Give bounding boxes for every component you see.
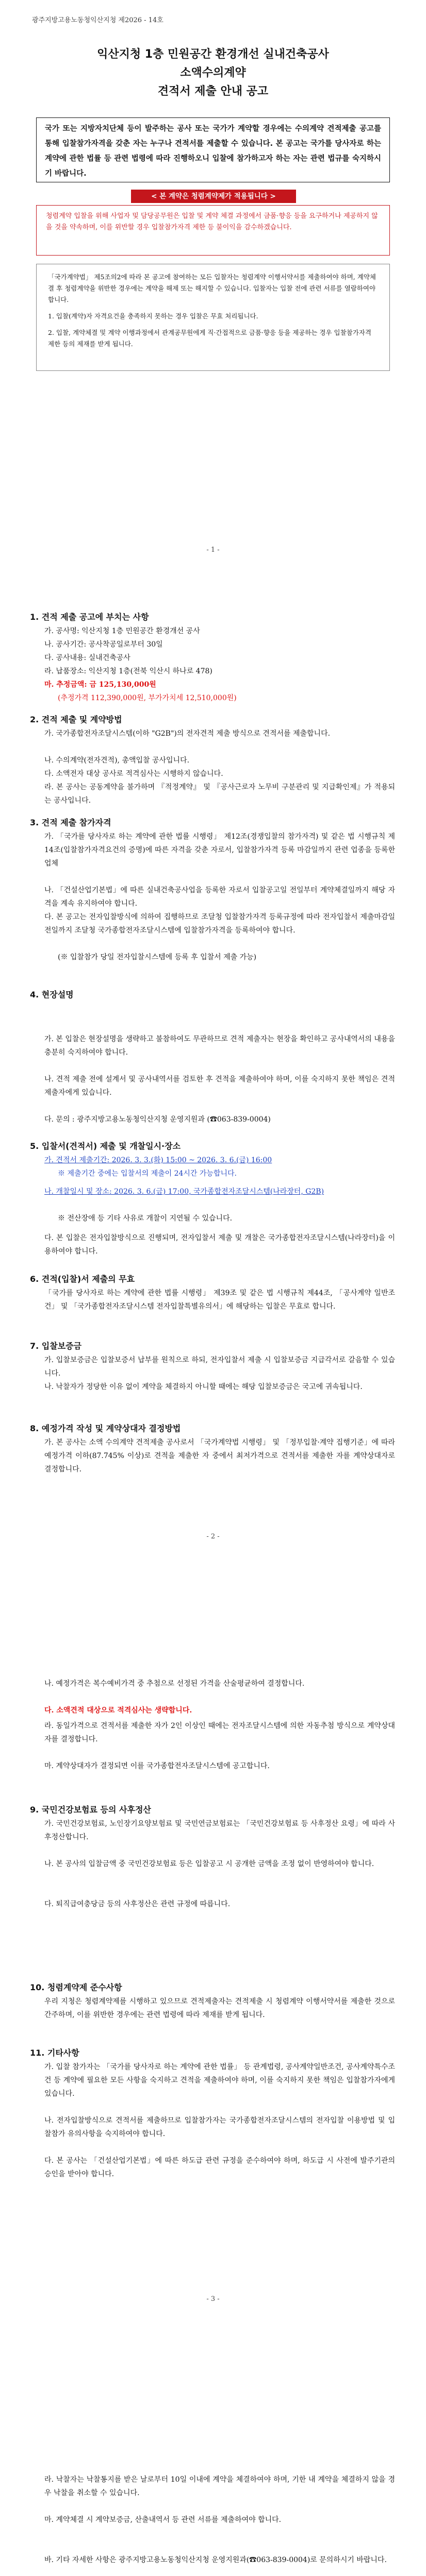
title-line-3: 견적서 제출 안내 공고 bbox=[157, 85, 269, 98]
section-item: 다. 소액전자 대상 공사로 적격심사는 시행하지 않습니다. bbox=[44, 770, 223, 778]
section-item: 나. 낙찰자가 정당한 이유 없이 계약을 체결하지 아니할 때에는 해당 입찰보증금은 국고에 귀속됩니다. bbox=[44, 1383, 363, 1391]
section-title: 8. 예정가격 작성 및 계약상대자 결정방법 bbox=[30, 1423, 181, 1433]
section-note: (※ 입찰참가 당일 전자입찰시스템에 등록 후 입찰서 제출 가능) bbox=[58, 953, 257, 961]
section-item: 라. 동일가격으로 견적서를 제출한 자가 2인 이상인 때에는 전자조달시스템에 의한 자동추첨 방식으로 계약상대자를 결정합니다. bbox=[44, 1722, 395, 1743]
section-item: 라. 본 공사는 공동계약을 불가하며 『적정계약』 및 『공사근로자 노무비 구분관리 및 지급확인제』가 적용되는 공사입니다. bbox=[44, 783, 395, 805]
submission-period: 가. 견적서 제출기간: 2026. 3. 3.(화) 15:00 ~ 2026. 3. 6.(금) 16:00 bbox=[44, 1156, 272, 1164]
section-item: 가. 공사명: 익산지청 1층 민원공간 환경개선 공사 bbox=[44, 627, 200, 635]
integrity-terms-box bbox=[36, 264, 390, 371]
section-item: 가. 「국가를 당사자로 하는 계약에 관한 법률 시행령」 제12조(경쟁입찰의 참가자격) 및 같은 법 시행규칙 제14조(입찰참가자격요건의 증명)에 따른 자격을 갖춘 자로서, 입찰참가자격 등록 마감일까지 관련 업종을 등록한 업체 bbox=[44, 833, 395, 868]
page-number-1: - 1 - bbox=[206, 546, 220, 554]
integrity-terms-item-2: 2. 입찰, 계약체결 및 계약 이행과정에서 관계공무원에게 직·간접적으로 금품·향응 등을 제공하는 경우 입찰참가자격 제한 등의 제재를 받게 됩니다. bbox=[48, 329, 371, 348]
section-item: 다. 퇴직급여충당금 등의 사후정산은 관련 규정에 따릅니다. bbox=[44, 1900, 231, 1908]
section-title: 4. 현장설명 bbox=[30, 990, 74, 999]
section-item: 라. 낙찰자는 낙찰통지를 받은 날로부터 10일 이내에 계약을 체결하여야 하며, 기한 내 계약을 체결하지 않을 경우 낙찰을 취소할 수 있습니다. bbox=[44, 2476, 395, 2497]
notice-box: 국가 또는 지방자치단체 등이 발주하는 공사 또는 국가가 계약할 경우에는 수의계약 견적제출 공고를 통해 입찰참가자격을 갖춘 자는 누구나 견적서를 제출할 수 있습니다. 본 공고는 국가를 당사자로 하는 계약에 관한 법률 등 관련 법령에 따라 진행하오니 입찰에 참가하고자 하는 자는 관련 법규를 숙지하시기 바랍니다. bbox=[36, 117, 390, 182]
section-item: 나. 「건설산업기본법」에 따른 실내건축공사업을 등록한 자로서 입찰공고일 전일부터 계약체결일까지 해당 자격을 계속 유지하여야 합니다. bbox=[44, 886, 395, 908]
section-title: 2. 견적 제출 및 계약방법 bbox=[30, 715, 122, 724]
section-item-text: 다. 소액견적 대상으로 적격심사는 생략합니다. bbox=[44, 1706, 192, 1715]
section-item: 가. 본 입찰은 현장설명을 생략하고 불참하여도 무관하므로 견적 제출자는 현장을 확인하고 공사내역서의 내용을 충분히 숙지하여야 합니다. bbox=[44, 1035, 395, 1057]
section-item: 가. 국가종합전자조달시스템(이하 "G2B")의 전자견적 제출 방식으로 견적서를 제출합니다. bbox=[44, 730, 331, 738]
integrity-terms-item-1: 1. 입찰(계약)자 자격요건을 충족하지 못하는 경우 입찰은 무효 처리됩니다. bbox=[48, 312, 258, 320]
section-item: 「국가를 당사자로 하는 계약에 관한 법률 시행령」 제39조 및 같은 법 시행규칙 제44조, 「공사계약 일반조건」 및 「국가종합전자조달시스템 전자입찰특별유의서」에 해당하는 입찰은 무효로 합니다. bbox=[44, 1289, 395, 1311]
section-item: 다. 본 공고는 전자입찰방식에 의하여 집행하므로 조달청 입찰참가자격 등록규정에 따라 전자입찰서 제출마감일 전일까지 조달청 국가종합전자조달시스템에 입찰참가자격을 등록하여야 합니다. bbox=[44, 913, 395, 935]
section-item: 가. 입찰보증금은 입찰보증서 납부를 원칙으로 하되, 전자입찰서 제출 시 입찰보증금 지급각서로 갈음할 수 있습니다. bbox=[44, 1356, 395, 1378]
section-item: 마. 계약체결 시 계약보증금, 산출내역서 등 관련 서류를 제출하여야 합니다. bbox=[44, 2516, 282, 2524]
section-item: 나. 수의계약(전자견적), 총액입찰 공사입니다. bbox=[44, 756, 190, 765]
section-note: ※ 제출기간 중에는 입찰서의 제출이 24시간 가능합니다. bbox=[58, 1170, 237, 1178]
integrity-terms-paragraph: 「국가계약법」 제5조의2에 따라 본 공고에 참여하는 모든 입찰자는 청렴계약 이행서약서를 제출하여야 하며, 계약체결 후 청렴계약을 위반한 경우에는 계약을 해제 또는 해지할 수 있습니다. 입찰자는 입찰 전에 관련 서류를 열람하여야 합니다. bbox=[48, 273, 376, 303]
document-number: 광주지방고용노동청익산지청 제2026 - 14호 bbox=[32, 16, 163, 24]
page-number-3: - 3 - bbox=[206, 2295, 220, 2303]
section-note: ※ 전산장애 등 기타 사유로 개찰이 지연될 수 있습니다. bbox=[58, 1214, 233, 1223]
title-line-2: 소액수의계약 bbox=[180, 66, 246, 79]
section-item: 다. 본 입찰은 전자입찰방식으로 진행되며, 전자입찰서 제출 및 개찰은 국가종합전자조달시스템(나라장터)을 이용하여야 합니다. bbox=[44, 1234, 395, 1256]
section-item: 나. 예정가격은 복수예비가격 중 추첨으로 선정된 가격을 산술평균하여 결정합니다. bbox=[44, 1680, 305, 1688]
section-item: 다. 문의 : 광주지방고용노동청익산지청 운영지원과 (☎063-839-0004) bbox=[44, 1115, 271, 1124]
section-item: 다. 공사내용: 실내건축공사 bbox=[44, 654, 130, 662]
section-item: 라. 납품장소: 익산지청 1층(전북 익산시 하나로 478) bbox=[44, 667, 212, 675]
section-title: 9. 국민건강보험료 등의 사후정산 bbox=[30, 1805, 151, 1815]
section-title: 5. 입찰서(견적서) 제출 및 개찰일시·장소 bbox=[30, 1141, 181, 1151]
section-item: 나. 견적 제출 전에 설계서 및 공사내역서를 검토한 후 견적을 제출하여야 하며, 이를 숙지하지 못한 책임은 견적제출자에게 있습니다. bbox=[44, 1075, 395, 1097]
section-item: 가. 국민건강보험료, 노인장기요양보험료 및 국민연금보험료는 「국민건강보험료 등 사후정산 요령」에 따라 사후정산합니다. bbox=[44, 1820, 395, 1841]
section-item: 다. 본 공사는 「건설산업기본법」에 따른 하도급 관련 규정을 준수하여야 하며, 하도급 시 사전에 발주기관의 승인을 받아야 합니다. bbox=[44, 2157, 395, 2178]
section-title: 3. 견적 제출 참가자격 bbox=[30, 818, 111, 827]
opening-schedule-text: 나. 개찰일시 및 장소: 2026. 3. 6.(금) 17:00, 국가종합전자조달시스템(나라장터, G2B) bbox=[44, 1188, 324, 1196]
integrity-contract-banner: < 본 계약은 청렴계약제가 적용됩니다 > bbox=[131, 190, 296, 203]
section-item: 나. 전자입찰방식으로 견적서를 제출하므로 입찰참가자는 국가종합전자조달시스템의 전자입찰 이용방법 및 입찰참가 유의사항을 숙지하여야 합니다. bbox=[44, 2116, 395, 2138]
title-line-1: 익산지청 1층 민원공간 환경개선 실내건축공사 bbox=[97, 48, 329, 61]
section-title: 11. 기타사항 bbox=[30, 2048, 79, 2058]
estimated-amount-detail: (추정가격 112,390,000원, 부가가치세 12,510,000원) bbox=[58, 694, 237, 702]
section-title: 10. 청렴계약제 준수사항 bbox=[30, 1982, 122, 1992]
section-title: 7. 입찰보증금 bbox=[30, 1341, 82, 1351]
section-item: 가. 본 공사는 소액 수의계약 견적제출 공사로서 「국가계약법 시행령」 및 「정부입찰·계약 집행기준」에 따라 예정가격 이하(87.745% 이상)로 견적을 제출한 자 중에서 최저가격으로 견적서를 제출한 자를 계약상대자로 결정합니다. bbox=[44, 1438, 395, 1473]
page-number-2: - 2 - bbox=[206, 1533, 220, 1540]
section-item: 마. 계약상대자가 결정되면 이를 국가종합전자조달시스템에 공고합니다. bbox=[44, 1762, 270, 1770]
estimated-amount: 마. 추정금액: 금 125,130,000원 bbox=[44, 681, 156, 689]
opening-schedule bbox=[44, 1185, 395, 1198]
section-item: 우리 지청은 청렴계약제를 시행하고 있으므로 견적제출자는 견적제출 시 청렴계약 이행서약서를 제출한 것으로 간주하며, 이를 위반한 경우에는 관련 법령에 따라 제재를 받게 됩니다. bbox=[44, 1997, 395, 2019]
section-item bbox=[44, 1704, 395, 1717]
section-item: 가. 입찰 참가자는 「국가를 당사자로 하는 계약에 관한 법률」 등 관계법령, 공사계약일반조건, 공사계약특수조건 등 계약에 필요한 모든 사항을 숙지하고 견적을 제출하여야 하며, 이를 숙지하지 못한 책임은 입찰참가자에게 있습니다. bbox=[44, 2063, 395, 2098]
section-title: 6. 견적(입찰)서 제출의 무효 bbox=[30, 1274, 135, 1284]
section-item: 나. 본 공사의 입찰금액 중 국민건강보험료 등은 입찰공고 시 공개한 금액을 조정 없이 반영하여야 합니다. bbox=[44, 1860, 374, 1868]
section-item: 나. 공사기간: 공사착공일로부터 30일 bbox=[44, 640, 163, 649]
section-item: 바. 기타 자세한 사항은 광주지방고용노동청익산지청 운영지원과(☎063-839-0004)로 문의하시기 바랍니다. bbox=[44, 2556, 387, 2564]
section-title: 1. 견적 제출 공고에 부치는 사항 bbox=[30, 612, 149, 622]
integrity-pledge-box: 청렴계약 입찰을 위해 사업자 및 담당공무원은 입찰 및 계약 체결 과정에서 금품·향응 등을 요구하거나 제공하지 않을 것을 약속하며, 이를 위반할 경우 입찰참가자격 제한 등 불이익을 감수하겠습니다. bbox=[36, 205, 390, 256]
